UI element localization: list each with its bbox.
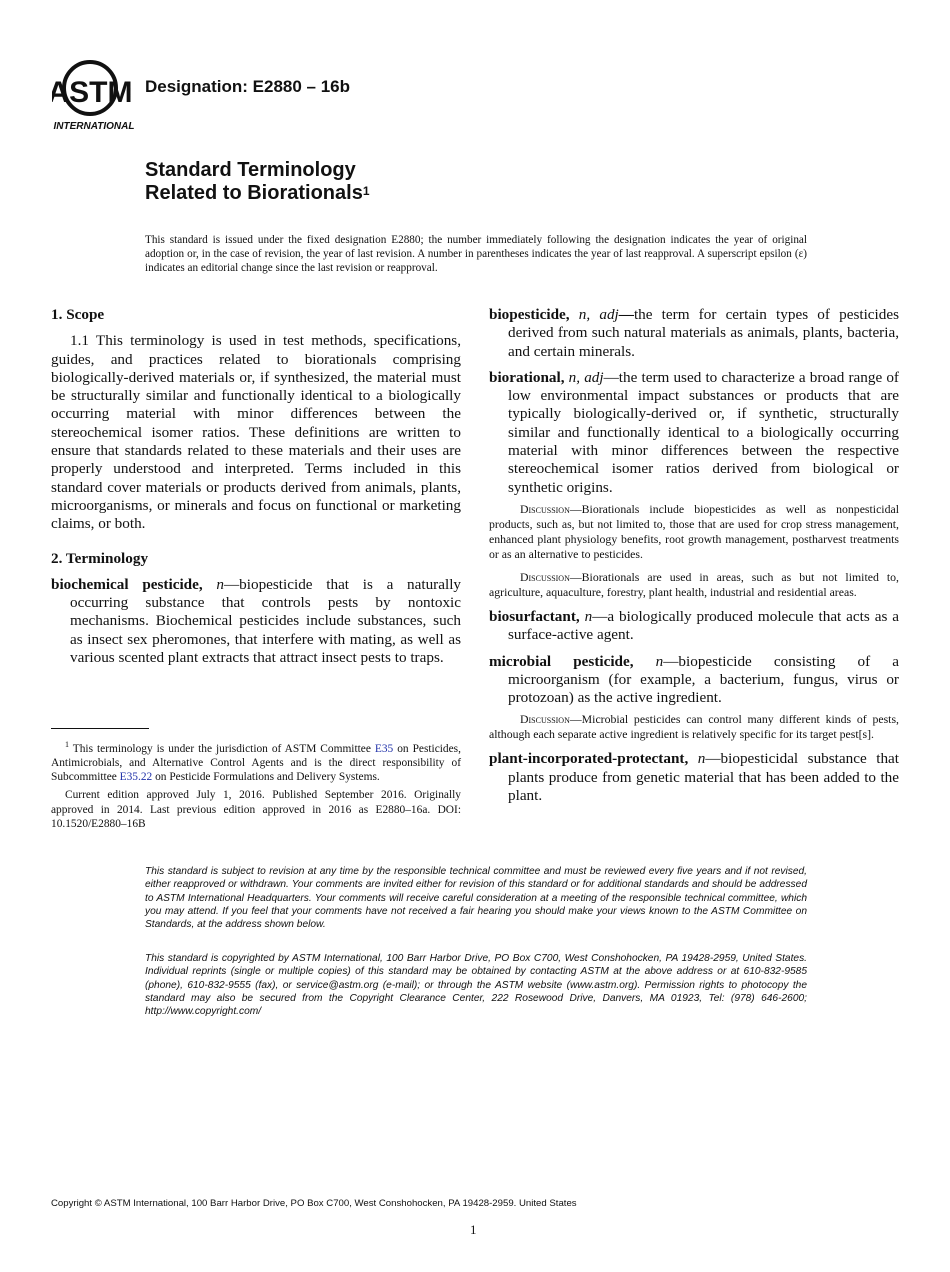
title-line-2 [145,182,370,205]
page-number: 1 [470,1222,477,1237]
copyright-footer: Copyright © ASTM International, 100 Barr Harbor Drive, PO Box C700, West Conshohocken, PA 19428-2959. United States [51,1198,577,1209]
definition-body: —the term used to characterize a broad range of low environmental impact substances or products that are typically biologically-derived or, if synthetic, structurally similar and functionally identical to a biologically occurring material with minor differences between the respective stereochemical isomer ratios derived from biological or synthetic origins. [508,368,899,496]
definition-body: the term for certain types of pesticides derived from such natural materials as animals, plants, bacteria, and certain minerals. [508,306,900,360]
term: plant-incorporated-protectant, [489,750,689,768]
page-title [145,159,370,205]
discussion [489,712,899,742]
term: biorational, [489,368,565,386]
footnote-text: on Pesticide Formulations and Delivery Systems. [152,771,380,784]
scope-text: 1.1 This terminology is used in test methods, specifications, guides, and practices related to biorationals comprising biologically-derived materials or, if synthesized, the material must be structurally similar and functionally identical to a biologically occurring material with minor differences between the stereochemical isomer ratios. These definitions are written to ensure that standards related to these materials and their uses are properly understood and interpreted. Terms included in this standard cover materials or products derived from animals, plants, microorganisms, or minerals and focus on functional or marketing claims, or both. [51,332,461,533]
part-of-speech: n [655,652,664,670]
discussion [489,570,899,600]
part-of-speech: n [216,575,224,593]
part-of-speech: n, adj [568,368,604,386]
terminology-heading: 2. Terminology [51,549,149,567]
term: microbial pesticide, [489,652,634,670]
footnote-divider [51,728,149,729]
part-of-speech: n [697,750,706,768]
svg-text:INTERNATIONAL: INTERNATIONAL [53,121,135,132]
term: biosurfactant, [489,607,580,625]
definition-body: —biopesticidal substance that plants produce from genetic material that has been added to the plant. [508,750,899,805]
copyright-notice: This standard is copyrighted by ASTM International, 100 Barr Harbor Drive, PO Box C700, West Conshohocken, PA 19428-2959, United States. Individual reprints (single or multiple copies) of this standard may be obtained by contacting ASTM at the above address or at 610-832-9585 (phone), 610-832-9555 (fax), or service@astm.org (e-mail); or through the ASTM website (www.astm.org). Permission rights to photocopy the standard may also be secured from the Copyright Clearance Center, 222 Rosewood Drive, Danvers, MA 01923, Tel: (978) 646-2600; http://www.copyright.com/ [145,953,807,1018]
term: biochemical pesticide, [51,575,203,593]
left-column [51,306,461,672]
definition [489,750,899,805]
discussion-label: Discussion [520,569,570,584]
astm-logo [52,58,136,132]
definition [489,369,899,497]
committee-link[interactable]: E35 [374,742,394,755]
definition [489,653,899,708]
designation: Designation: E2880 – 16b [145,77,351,96]
revision-notice: This standard is subject to revision at any time by the responsible technical committee and must be reviewed every five years and if not revised, either reapproved or withdrawn. Your comments are invited either for revision of this standard or for additional standards and should be addressed to ASTM International Headquarters. Your comments will receive careful consideration at a meeting of the responsible technical committee, which you may attend. If you feel that your comments have not received a fair hearing you should make your views known to the ASTM Committee on Standards, at the address shown below. [145,866,807,931]
svg-text:ASTM: ASTM [52,76,133,109]
footnote-text: on Pesticides, Antimicrobials, and Alternative Control Agents and is the direct responsibility of Subcommittee [51,742,461,784]
part-of-speech: n, adj [578,306,619,323]
definition-body: —biopesticide that is a naturally occurring substance that controls pests by nontoxic mechanisms. Biochemical pesticides include substances, such as insect sex pheromones, that interfere with mating, as well as various scented plant extracts that attract insect pests to traps. [70,575,462,667]
footnote-1 [51,738,461,784]
definition-body: —biopesticide consisting of a microorganism (for example, a bacterium, fungus, virus or protozoan) as the active ingredient. [508,652,899,707]
edition-note: Current edition approved July 1, 2016. Published September 2016. Originally approved in 2014. Last previous edition approved in 2016 as E2880–16a. DOI: 10.1520/E2880–16B [51,789,461,830]
definition [51,576,461,667]
discussion [489,502,899,562]
discussion-text: —Biorationals are used in areas, such as but not limited to, agriculture, aquaculture, forestry, plant health, industrial and residential areas. [489,569,899,599]
definition-body: —a biologically produced molecule that acts as a surface-active agent. [508,607,900,644]
term: biopesticide, [489,306,570,323]
discussion-text: —Biorationals include biopesticides as well as nonpesticidal products, such as, but not limited to, those that are used for crop stress management, enhanced plant physiology benefits, root growth management, postharvest treatments or as an alternative to pesticides. [489,501,899,561]
right-column [489,306,899,810]
discussion-text: —Microbial pesticides can control many different kinds of pests, although each separate active ingredient is relatively specific for its target pest[s]. [489,712,899,742]
subcommittee-link[interactable]: E35.22 [119,771,153,784]
preamble: This standard is issued under the fixed designation E2880; the number immediately following the designation indicates the year of original adoption or, in the case of revision, the year of last revision. A number in parentheses indicates the year of last reapproval. A superscript epsilon (ε) indicates an editorial change since the last revision or reapproval. [145,234,807,274]
footnote-text: This terminology is under the jurisdiction of ASTM Committee [72,742,375,755]
discussion-label: Discussion [520,712,570,727]
title-line-2-text: Related to Biorationals [145,182,363,204]
definition: biopesticide, n, adj—the term for certain types of pesticides derived from such natural materials as animals, plants, bacteria, and certain minerals. [489,306,900,360]
title-line-1: Standard Terminology [145,159,356,181]
footnotes [51,738,461,835]
footnote-mark: 1 [65,740,69,749]
scope-heading: 1. Scope [51,306,105,323]
definition [489,608,899,645]
discussion-label: Discussion [520,501,570,516]
footnote-mark[interactable]: 1 [362,184,370,198]
part-of-speech: n [584,607,593,625]
